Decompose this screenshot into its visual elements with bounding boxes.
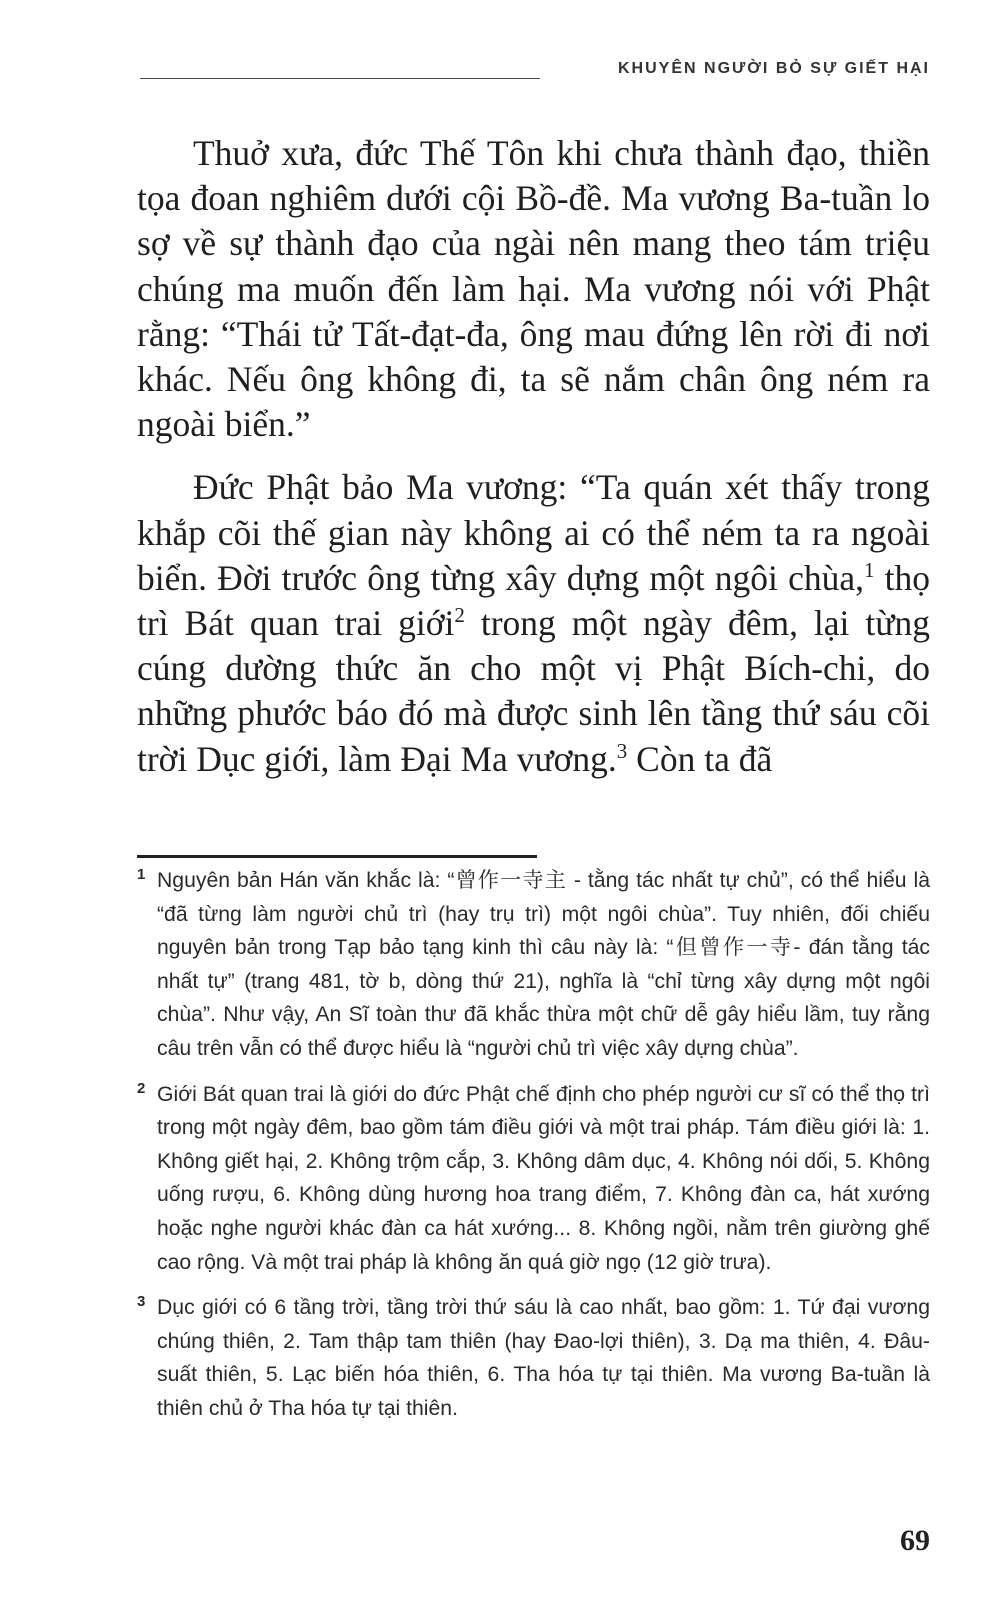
footnote-ref-1[interactable]: 1: [863, 557, 875, 582]
paragraph-1: Thuở xưa, đức Thế Tôn khi chưa thành đạo, thiền tọa đoan nghiêm dưới cội Bồ-đề. Ma vương Ba-tuần lo sợ về sự thành đạo của ngài nên mang theo tám triệu chúng ma muốn đến làm hại. Ma vương nói với Phật rằng: “Thái tử Tất-đạt-đa, ông mau đứng lên rời đi nơi khác. Nếu ông không đi, ta sẽ nắm chân ông ném ra ngoài biển.”: [137, 133, 930, 445]
footnote-text: Dục giới có 6 tầng trời, tầng trời thứ sáu là cao nhất, bao gồm: 1. Tứ đại vương chúng thiên, 2. Tam thập tam thiên (hay Đao-lợi thiên), 3. Dạ ma thiên, 4. Đâu-suất thiên, 5. Lạc biến hóa thiên, 6. Tha hóa tự tại thiên. Ma vương Ba-tuần là thiên chủ ở Tha hóa tự tại thiên.: [157, 1296, 930, 1420]
footnote-separator: [137, 855, 537, 858]
main-text: [137, 131, 930, 800]
footnote-ref-2[interactable]: 2: [454, 603, 465, 628]
header-rule: [140, 78, 540, 79]
running-title: KHUYÊN NGƯỜI BỎ SỰ GIẾT HẠI: [618, 60, 930, 77]
footnotes: [137, 864, 930, 1438]
footnote-1: 1 Nguyên bản Hán văn khắc là: “曾作一寺主 - tằng tác nhất tự chủ”, có thể hiểu là “đã từng làm người chủ trì (hay trụ trì) một ngôi chùa”. Tuy nhiên, đối chiếu nguyên bản trong Tạp bảo tạng kinh thì câu này là: “但曾作一寺- đán tằng tác nhất tự” (trang 481, tờ b, dòng thứ 21), nghĩa là “chỉ từng xây dựng một ngôi chùa”. Như vậy, An Sĩ toàn thư đã khắc thừa một chữ dễ gây hiểu lầm, tuy rằng câu trên vẫn có thể được hiểu là “người chủ trì việc xây dựng chùa”.: [137, 866, 930, 1060]
paragraph-2-part-2: thọ trì Bát quan trai giới: [137, 557, 930, 644]
footnote-2: 2 Giới Bát quan trai là giới do đức Phật chế định cho phép người cư sĩ có thể thọ trì trong một ngày đêm, bao gồm tám điều giới và một trai pháp. Tám điều giới là: 1. Không giết hại, 2. Không trộm cắp, 3. Không dâm dục, 4. Không nói dối, 5. Không uống rượu, 6. Không dùng hương hoa trang điểm, 7. Không đàn ca, hát xướng hoặc nghe người khác đàn ca hát xướng... 8. Không ngồi, nằm trên giường ghế cao rộng. Và một trai pháp là không ăn quá giờ ngọ (12 giờ trưa).: [137, 1079, 930, 1274]
paragraph-2: [137, 465, 930, 781]
footnote-ref-3[interactable]: 3: [616, 738, 628, 763]
footnote-text: Nguyên bản Hán văn khắc là: “曾作一寺主 - tằng tác nhất tự chủ”, có thể hiểu là “đã từng làm người chủ trì (hay trụ trì) một ngôi chùa”. Tuy nhiên, đối chiếu nguyên bản trong Tạp bảo tạng kinh thì câu này là: “但曾作一寺- đán tằng tác nhất tự” (trang 481, tờ b, dòng thứ 21), nghĩa là “chỉ từng xây dựng một ngôi chùa”. Như vậy, An Sĩ toàn thư đã khắc thừa một chữ dễ gây hiểu lầm, tuy rằng câu trên vẫn có thể được hiểu là “người chủ trì việc xây dựng chùa”.: [157, 869, 930, 1060]
paragraph-2-part-4: Còn ta đã: [627, 738, 773, 779]
paragraph-2-part-3: trong một ngày đêm, lại từng cúng dường thức ăn cho một vị Phật Bích-chi, do những phước báo đó mà được sinh lên tầng thứ sáu cõi trời Dục giới, làm Đại Ma vương.: [137, 603, 930, 779]
running-header: [140, 60, 930, 90]
paragraph-2-part-1: Đức Phật bảo Ma vương: “Ta quán xét thấy trong khắp cõi thế gian này không ai có thể ném ta ra ngoài biển. Đời trước ông từng xây dựng một ngôi chùa,: [137, 467, 930, 598]
page-number: 69: [900, 1524, 930, 1557]
footnote-3: 3 Dục giới có 6 tầng trời, tầng trời thứ sáu là cao nhất, bao gồm: 1. Tứ đại vương chúng thiên, 2. Tam thập tam thiên (hay Đao-lợi thiên), 3. Dạ ma thiên, 4. Đâu-suất thiên, 5. Lạc biến hóa thiên, 6. Tha hóa tự tại thiên. Ma vương Ba-tuần là thiên chủ ở Tha hóa tự tại thiên.: [137, 1293, 930, 1420]
footnote-text: Giới Bát quan trai là giới do đức Phật chế định cho phép người cư sĩ có thể thọ trì trong một ngày đêm, bao gồm tám điều giới và một trai pháp. Tám điều giới là: 1. Không giết hại, 2. Không trộm cắp, 3. Không dâm dục, 4. Không nói dối, 5. Không uống rượu, 6. Không dùng hương hoa trang điểm, 7. Không đàn ca, hát xướng hoặc nghe người khác đàn ca hát xướng... 8. Không ngồi, nằm trên giường ghế cao rộng. Và một trai pháp là không ăn quá giờ ngọ (12 giờ trưa).: [157, 1082, 930, 1274]
